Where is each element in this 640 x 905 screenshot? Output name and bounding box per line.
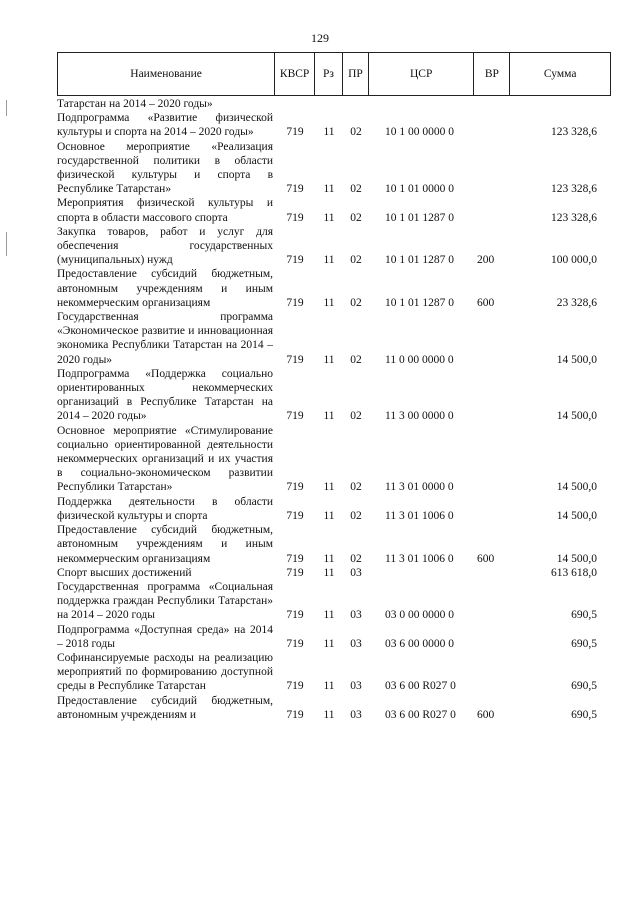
cell-pr: 02 [350,481,362,494]
table-row [57,225,611,268]
cell-pr: 02 [350,126,362,139]
cell-rz: 11 [323,296,335,309]
cell-kvsr: 719 [286,183,304,196]
cell-rz: 11 [323,637,335,650]
cell-pr: 02 [350,296,362,309]
cell-name: Софинансируемые расходы на реализацию мероприятий по формированию доступной среды в Республике Татарстан [57,651,273,693]
cell-sum: 14 500,0 [556,410,597,423]
cell-name: Предоставление субсидий бюджетным, автономным учреждениям и иным некоммерческим организациям [57,268,273,309]
cell-pr: 02 [350,410,362,423]
cell-kvsr: 719 [286,566,304,579]
header-sum: Сумма [543,68,577,80]
cell-rz: 11 [323,566,335,579]
cell-name: Подпрограмма «Доступная среда» на 2014 – 2018 годы [57,623,273,650]
cell-pr: 03 [350,566,362,579]
table-row [57,367,611,424]
cell-sum: 14 500,0 [556,481,597,494]
table-row [57,694,611,722]
table-row [57,523,611,566]
header-name: Наименование [58,53,275,95]
cell-rz: 11 [323,481,335,494]
cell-pr: 02 [350,509,362,522]
header-pr: ПР [343,53,369,95]
cell-name: Предоставление субсидий бюджетным, автономным учреждениям и иным некоммерческим организациям [57,524,273,565]
cell-pr: 03 [350,708,362,721]
cell-kvsr: 719 [286,680,304,693]
cell-name: Мероприятия физической культуры и спорта в области массового спорта [57,197,273,224]
margin-mark [6,100,7,116]
cell-vr: 600 [477,552,495,565]
cell-name: Государственная программа «Экономическое развитие и инновационная экономика Республики Татарстан на 2014 – 2020 годы» [57,311,273,366]
cell-kvsr: 719 [286,552,304,565]
cell-sum: 14 500,0 [556,509,597,522]
cell-rz: 11 [323,254,335,267]
cell-csr: 11 3 01 0000 0 [385,481,454,494]
cell-csr: 10 1 01 1287 0 [385,296,454,309]
cell-name: Поддержка деятельности в области физической культуры и спорта [57,495,273,522]
cell-vr: 600 [477,296,495,309]
table-row [57,651,611,694]
cell-vr: 600 [477,708,495,721]
cell-rz: 11 [323,211,335,224]
cell-csr: 03 0 00 0000 0 [385,609,454,622]
cell-csr: 03 6 00 R027 0 [385,708,456,721]
cell-sum: 23 328,6 [556,296,597,309]
cell-kvsr: 719 [286,254,304,267]
cell-rz: 11 [323,708,335,721]
cell-vr: 200 [477,254,495,267]
header-rz: Рз [315,53,343,95]
cell-name: Предоставление субсидий бюджетным, автономным учреждениям и [57,694,273,721]
table-row [57,111,611,139]
cell-name: Подпрограмма «Развитие физической культуры и спорта на 2014 – 2020 годы» [57,112,273,139]
margin-mark [6,232,7,256]
page-number: 129 [311,31,329,45]
cell-kvsr: 719 [286,296,304,309]
cell-pr: 02 [350,552,362,565]
cell-name: Основное мероприятие «Реализация государственной политики в области физической культуры и спорта в Республике Татарстан» [57,140,273,196]
cell-sum: 613 618,0 [551,566,597,579]
cell-rz: 11 [323,509,335,522]
cell-kvsr: 719 [286,609,304,622]
table-row [57,623,611,651]
cell-name: Татарстан на 2014 – 2020 годы» [57,98,213,110]
cell-pr: 03 [350,637,362,650]
cell-sum: 14 500,0 [556,353,597,366]
cell-csr: 10 1 00 0000 0 [385,126,454,139]
cell-rz: 11 [323,680,335,693]
cell-rz: 11 [323,353,335,366]
cell-kvsr: 719 [286,353,304,366]
cell-csr: 11 3 00 0000 0 [385,410,454,423]
table-row [57,196,611,224]
cell-pr: 02 [350,254,362,267]
table-body [57,97,611,722]
cell-kvsr: 719 [286,708,304,721]
cell-sum: 14 500,0 [556,552,597,565]
cell-pr: 03 [350,680,362,693]
cell-pr: 02 [350,211,362,224]
cell-rz: 11 [323,410,335,423]
cell-rz: 11 [323,126,335,139]
cell-name: Государственная программа «Социальная поддержка граждан Республики Татарстан» на 2014 – 2020 годы [57,580,273,622]
header-vr: ВР [474,53,510,95]
table-row [57,140,611,197]
table-row [57,97,611,111]
table-row [57,566,611,580]
cell-name: Закупка товаров, работ и услуг для обеспечения государственных (муниципальных) нужд [57,225,273,267]
table-row [57,267,611,310]
cell-csr: 11 3 01 1006 0 [385,552,454,565]
cell-kvsr: 719 [286,410,304,423]
cell-name: Подпрограмма «Поддержка социально ориентированных некоммерческих организаций в Республике Татарстан на 2014 – 2020 годы» [57,367,273,423]
cell-csr: 11 3 01 1006 0 [385,509,454,522]
cell-pr: 02 [350,353,362,366]
cell-rz: 11 [323,183,335,196]
cell-kvsr: 719 [286,637,304,650]
cell-kvsr: 719 [286,509,304,522]
cell-sum: 690,5 [571,637,597,650]
cell-sum: 690,5 [571,708,597,721]
cell-kvsr: 719 [286,126,304,139]
cell-sum: 123 328,6 [551,126,597,139]
cell-pr: 02 [350,183,362,196]
table-row [57,424,611,495]
cell-sum: 100 000,0 [551,254,597,267]
cell-sum: 123 328,6 [551,183,597,196]
cell-csr: 10 1 01 0000 0 [385,183,454,196]
cell-csr: 10 1 01 1287 0 [385,211,454,224]
cell-sum: 690,5 [571,609,597,622]
cell-pr: 03 [350,609,362,622]
cell-csr: 03 6 00 R027 0 [385,680,456,693]
table-row [57,310,611,367]
cell-rz: 11 [323,609,335,622]
table-row [57,580,611,623]
cell-sum: 690,5 [571,680,597,693]
cell-rz: 11 [323,552,335,565]
cell-kvsr: 719 [286,211,304,224]
cell-csr: 10 1 01 1287 0 [385,254,454,267]
cell-csr: 11 0 00 0000 0 [385,353,454,366]
cell-sum: 123 328,6 [551,211,597,224]
header-kvsr: КВСР [275,53,315,95]
cell-name: Спорт высших достижений [57,566,192,579]
cell-kvsr: 719 [286,481,304,494]
table-row [57,495,611,523]
cell-csr: 03 6 00 0000 0 [385,637,454,650]
cell-name: Основное мероприятие «Стимулирование социально ориентированной деятельности некоммерческих организаций и их участия в социально-экономическом развитии Республики Татарстан» [57,424,273,494]
table-header [57,52,611,96]
header-csr: ЦСР [369,53,475,95]
